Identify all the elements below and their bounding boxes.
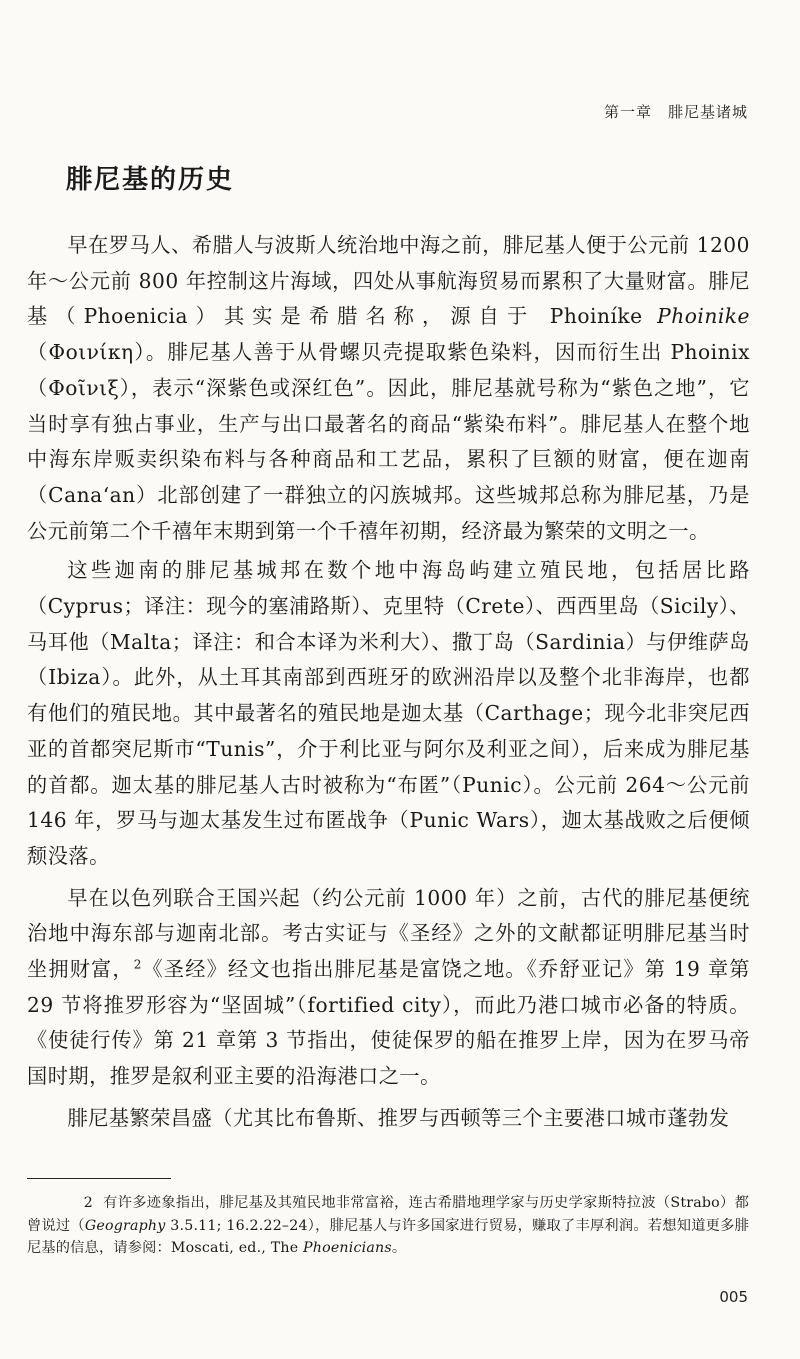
paragraph-1-part-a: 早在罗马人、希腊人与波斯人统治地中海之前，腓尼基人便于公元前 1200 年～公元前 800 年控制这片海域，四处从事航海贸易而累积了大量财富。腓尼基（Phoenicia）其实是希腊名称，源自于 Phoiníke <box>27 233 750 329</box>
footnote-italic-geography: Geography <box>84 1217 166 1234</box>
paragraph-4: 腓尼基繁荣昌盛（尤其比布鲁斯、推罗与西顿等三个主要港口城市蓬勃发 <box>67 1105 730 1130</box>
paragraph-3 <box>27 881 750 1095</box>
footnote-part-e: 。 <box>391 1240 407 1256</box>
paragraph-3-part-b: 《圣经》经文也指出腓尼基是富饶之地。《乔舒亚记》第 19 章第 29 节将推罗形容为“坚固城”（fortified city），而此乃港口城市必备的特质。《使徒行传》第 21 章第 3 节指出，使徒保罗的船在推罗上岸，因为在罗马帝国时期，推罗是叙利亚主要的沿海港口之一。 <box>27 957 750 1089</box>
paragraph-1 <box>27 228 750 549</box>
body-text <box>27 228 750 1137</box>
paragraph-1-italic: Phoinike <box>657 304 750 329</box>
footnote <box>27 1192 749 1260</box>
section-title: 腓尼基的历史 <box>66 165 235 195</box>
footnote-divider <box>27 1178 171 1179</box>
footnote-part-c: 3.5.11; 16.2.22–24），腓尼基人与许多国家进行贸易，赚取了丰厚利润。若想知道更多腓尼基的信息，请参阅：Moscati, ed., The <box>27 1217 749 1256</box>
paragraph-3-part-a: 早在以色列联合王国兴起（约公元前 1000 年）之前，古代的腓尼基便统治地中海东部与迦南北部。考古实证与《圣经》之外的文献都证明腓尼基当时坐拥财富， <box>27 885 750 982</box>
running-head: 第一章 腓尼基诸城 <box>603 103 748 121</box>
footnote-number: 2 <box>83 1195 94 1211</box>
footnote-italic-phoenicians: Phoenicians <box>303 1240 392 1256</box>
paragraph-2: 这些迦南的腓尼基城邦在数个地中海岛屿建立殖民地，包括居比路（Cyprus；译注：现今的塞浦路斯）、克里特（Crete）、西西里岛（Sicily）、马耳他（Malta；译注：和合本译为米利大）、撒丁岛（Sardinia）与伊维萨岛（Ibiza）。此外，从土耳其南部到西班牙的欧洲沿岸以及整个北非海岸，也都有他们的殖民地。其中最著名的殖民地是迦太基（Carthage；现今北非突尼西亚的首都突尼斯市“Tunis”，介于利比亚与阿尔及利亚之间），后来成为腓尼基的首都。迦太基的腓尼基人古时被称为“布匿”（Punic）。公元前 264～公元前 146 年，罗马与迦太基发生过布匿战争（Punic Wars），迦太基战败之后便倾颓没落。 <box>27 558 750 868</box>
footnote-reference[interactable]: 2 <box>133 957 142 972</box>
paragraph-1-part-c: （Φοινίκη）。腓尼基人善于从骨螺贝壳提取紫色染料，因而衍生出 Phoinix（Φοῖνιξ），表示“深紫色或深红色”。因此，腓尼基就号称为“紫色之地”，它当时享有独占事业，生产与出口最著名的商品“紫染布料”。腓尼基人在整个地中海东岸贩卖织染布料与各种商品和工艺品，累积了巨额的财富，便在迦南（Cana‘an）北部创建了一群独立的闪族城邦。这些城邦总称为腓尼基，乃是公元前第二个千禧年末期到第一个千禧年初期，经济最为繁荣的文明之一。 <box>27 340 750 543</box>
page-number: 005 <box>719 1288 748 1306</box>
footnote-part-a: 有许多迹象指出，腓尼基及其殖民地非常富裕，连古希腊地理学家与历史学家斯特拉波（Strabo）都曾说过（ <box>27 1195 749 1234</box>
